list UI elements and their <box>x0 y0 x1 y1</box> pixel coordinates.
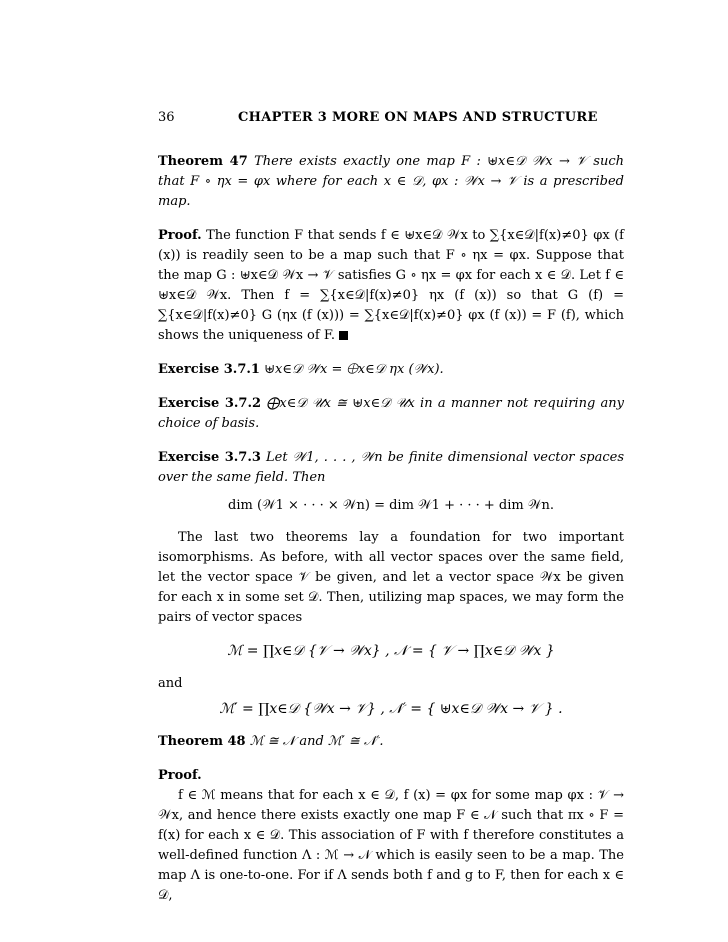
exercise-3-7-1-text: ⊎x∈𝒟 𝒲x = ⨁x∈𝒟 ηx (𝒲x). <box>264 362 444 377</box>
display-equation-1: ℳ = ∏x∈𝒟 {𝒱 → 𝒲x} , 𝒩 = { 𝒱 → ∏x∈𝒟 𝒲x } <box>227 643 555 659</box>
body-paragraph: The last two theorems lay a foundation for two important isomorphisms. As before, with all vector spaces over the same field, let the vector space 𝒱 be given, and let a vector space 𝒲x be given for each x in some set 𝒟. Then, utilizing map spaces, we may form the pairs of vector spaces <box>158 530 624 625</box>
theorem-47 <box>158 152 624 212</box>
chapter-title: CHAPTER 3 MORE ON MAPS AND STRUCTURE <box>238 110 598 125</box>
proof-48 <box>158 766 624 906</box>
theorem-47-label: Theorem 47 <box>158 154 248 169</box>
exercise-3-7-2 <box>158 394 624 434</box>
and-word: and <box>158 676 183 691</box>
exercise-3-7-3-label: Exercise 3.7.3 <box>158 450 261 465</box>
theorem-48-label: Theorem 48 <box>158 734 246 749</box>
exercise-3-7-1-label: Exercise 3.7.1 <box>158 362 260 377</box>
proof-47-label: Proof. <box>158 228 202 243</box>
exercise-3-7-3 <box>158 448 624 488</box>
proof-48-text: f ∈ ℳ means that for each x ∈ 𝒟, f (x) = φx for some map φx : 𝒱 → 𝒲x, and hence there exists exactly one map F ∈ 𝒩 such that πx ∘ F = f(x) for each x ∈ 𝒟. This association of F with f therefore constitutes a well-defined function Λ : ℳ → 𝒩 which is easily seen to be a map. The map Λ is one-to-one. For if Λ sends both f and g to F, then for each x ∈ 𝒟, <box>158 788 624 903</box>
exercise-3-7-1 <box>158 360 624 380</box>
proof-47 <box>158 226 624 346</box>
qed-symbol <box>339 331 348 340</box>
exercise-3-7-2-label: Exercise 3.7.2 <box>158 396 262 411</box>
theorem-47-text: There exists exactly one map F : ⊎x∈𝒟 𝒲x → 𝒱 such that F ∘ ηx = φx where for each x ∈ 𝒟, φx : 𝒲x → 𝒱 is a prescribed map. <box>158 154 625 209</box>
page <box>158 108 624 906</box>
page-number: 36 <box>158 110 175 125</box>
theorem-48 <box>158 732 624 752</box>
page-header <box>158 108 624 128</box>
theorem-48-text: ℳ ≅ 𝒩 and ℳ′ ≅ 𝒩′. <box>249 734 384 749</box>
proof-48-label: Proof. <box>158 768 202 783</box>
proof-47-text: The function F that sends f ∈ ⊎x∈𝒟 𝒲x to ∑{x∈𝒟|f(x)≠0} φx (f (x)) is readily seen to be a map such that F ∘ ηx = φx. Suppose that the map G : ⊎x∈𝒟 𝒲x → 𝒱 satisfies G ∘ ηx = φx for each x ∈ 𝒟. Let f ∈ ⊎x∈𝒟 𝒲x. Then f = ∑{x∈𝒟|f(x)≠0} ηx (f (x)) so that G (f) = ∑{x∈𝒟|f(x)≠0} G (ηx (f (x))) = ∑{x∈𝒟|f(x)≠0} φx (f (x)) = F (f), which shows the uniqueness of F. <box>158 228 624 343</box>
exercise-3-7-3-text: Let 𝒲1, . . . , 𝒲n be finite dimensional vector spaces over the same field. Then <box>158 450 624 485</box>
dimension-equation: dim (𝒲1 × · · · × 𝒲n) = dim 𝒲1 + · · · + dim 𝒲n. <box>228 498 554 513</box>
display-equation-2: ℳ′ = ∏x∈𝒟 {𝒲x → 𝒱} , 𝒩′ = { ⊎x∈𝒟 𝒲x → 𝒱 } . <box>219 701 563 717</box>
exercise-3-7-2-text: ⨁x∈𝒟 𝒰x ≅ ⊎x∈𝒟 𝒰x in a manner not requiring any choice of basis. <box>158 396 625 431</box>
